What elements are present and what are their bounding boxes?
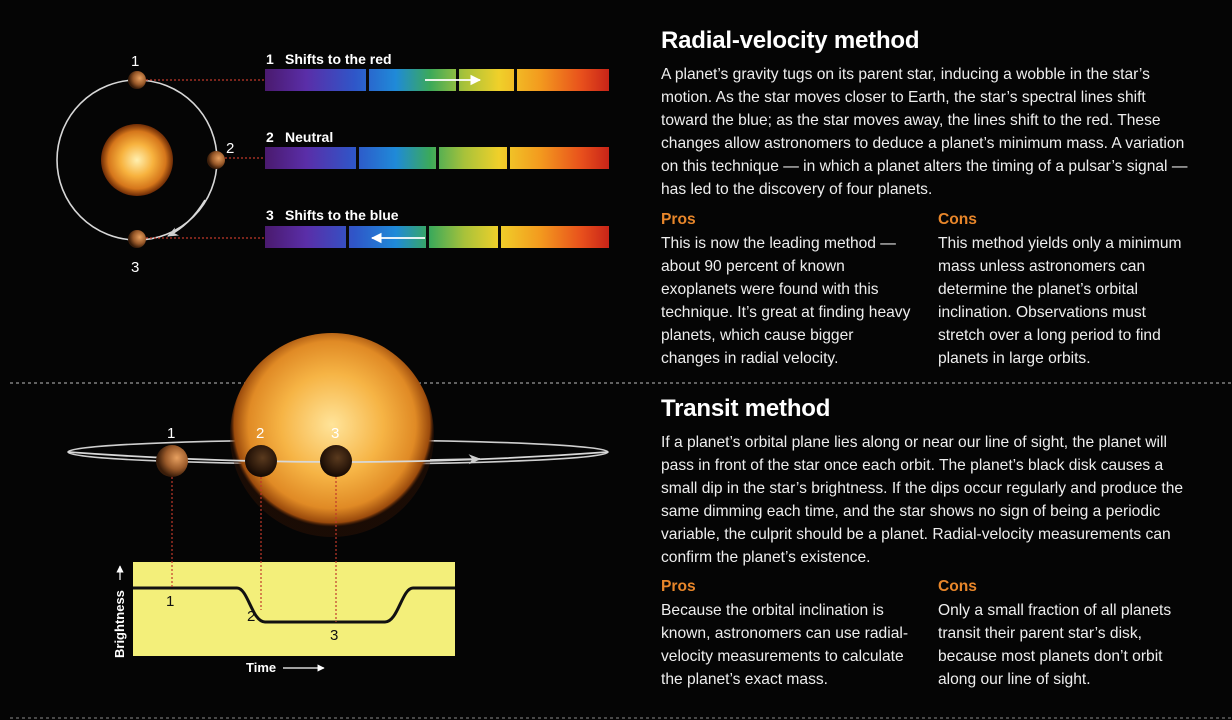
transit-cons-heading: Cons xyxy=(938,578,977,595)
radial-pros-heading: Pros xyxy=(661,211,696,228)
transit-planet-1 xyxy=(156,445,188,477)
curve-point-1: 1 xyxy=(166,593,175,610)
spectrum-1-label: Shifts to the red xyxy=(285,51,392,67)
curve-point-2: 2 xyxy=(247,608,256,625)
transit-planet-2 xyxy=(245,445,277,477)
transit-position-2: 2 xyxy=(256,425,265,442)
radial-position-3: 3 xyxy=(131,259,140,276)
spectrum-3-num: 3 xyxy=(266,207,274,223)
transit-position-3: 3 xyxy=(331,425,340,442)
spectrum-2-label: Neutral xyxy=(285,129,334,145)
transit-cons-text: Only a small fraction of all planets transit their parent star’s disk, because most planets don’t orbit along our line of sight. xyxy=(938,602,1172,688)
transit-position-1: 1 xyxy=(167,425,176,442)
transit-pros-text: Because the orbital inclination is known, astronomers can use radial-velocity measurements to calculate the planet’s exact mass. xyxy=(661,602,909,688)
spectrum-2-num: 2 xyxy=(266,129,274,145)
transit-orbit-arrow xyxy=(430,459,480,460)
y-axis-label: Brightness xyxy=(112,590,127,658)
radial-planet-1 xyxy=(128,71,146,89)
radial-planet-3 xyxy=(128,230,146,248)
radial-planet-2 xyxy=(207,151,225,169)
radial-position-1: 1 xyxy=(131,53,140,70)
radial-cons xyxy=(938,208,1193,370)
radial-cons-text: This method yields only a minimum mass unless astronomers can determine the planet’s orbital inclination. Observations must stretch over a long period to find planets in large orbits. xyxy=(938,235,1182,367)
transit-pros xyxy=(661,575,916,691)
radial-star xyxy=(101,124,173,196)
spectrum-1-num: 1 xyxy=(266,51,274,67)
spectrum-bars xyxy=(265,51,609,248)
radial-cons-heading: Cons xyxy=(938,211,977,228)
x-axis-label: Time xyxy=(246,660,277,675)
light-curve-panel xyxy=(133,562,455,656)
radial-pros xyxy=(661,208,911,370)
spectrum-3-label: Shifts to the blue xyxy=(285,207,399,223)
radial-orbit-diagram xyxy=(57,53,265,276)
transit-cons xyxy=(938,575,1193,691)
radial-pros-text: This is now the leading method — about 90 percent of known exoplanets were found with this technique. It’s great at finding heavy planets, which cause bigger changes in radial velocity. xyxy=(661,235,911,367)
transit-body: If a planet’s orbital plane lies along or near our line of sight, the planet will pass in front of the star once each orbit. The planet’s black disk causes a small dip in the star’s brightness. If the dips occur regularly and produce the same dimming each time, and the star shows no sign of being a periodic variable, the culprit should be a planet. Radial-velocity measurements can confirm the planet’s existence. xyxy=(661,434,1184,566)
transit-pros-heading: Pros xyxy=(661,578,696,595)
transit-title: Transit method xyxy=(661,395,831,422)
transit-planet-3 xyxy=(320,445,352,477)
radial-position-2: 2 xyxy=(226,140,235,157)
spectrum-3-bar xyxy=(265,226,609,248)
curve-point-3: 3 xyxy=(330,627,339,644)
transit-diagram xyxy=(68,333,608,675)
radial-title: Radial-velocity method xyxy=(661,27,920,54)
radial-body: A planet’s gravity tugs on its parent star, inducing a wobble in the star’s motion. As the star moves closer to Earth, the star’s spectral lines shift toward the blue; as the star moves away, the lines shift to the red. These changes allow astronomers to deduce a planet’s minimum mass. A variation on this technique — in which a planet alters the timing of a pulsar’s signal — has led to the discovery of four planets. xyxy=(661,66,1188,198)
